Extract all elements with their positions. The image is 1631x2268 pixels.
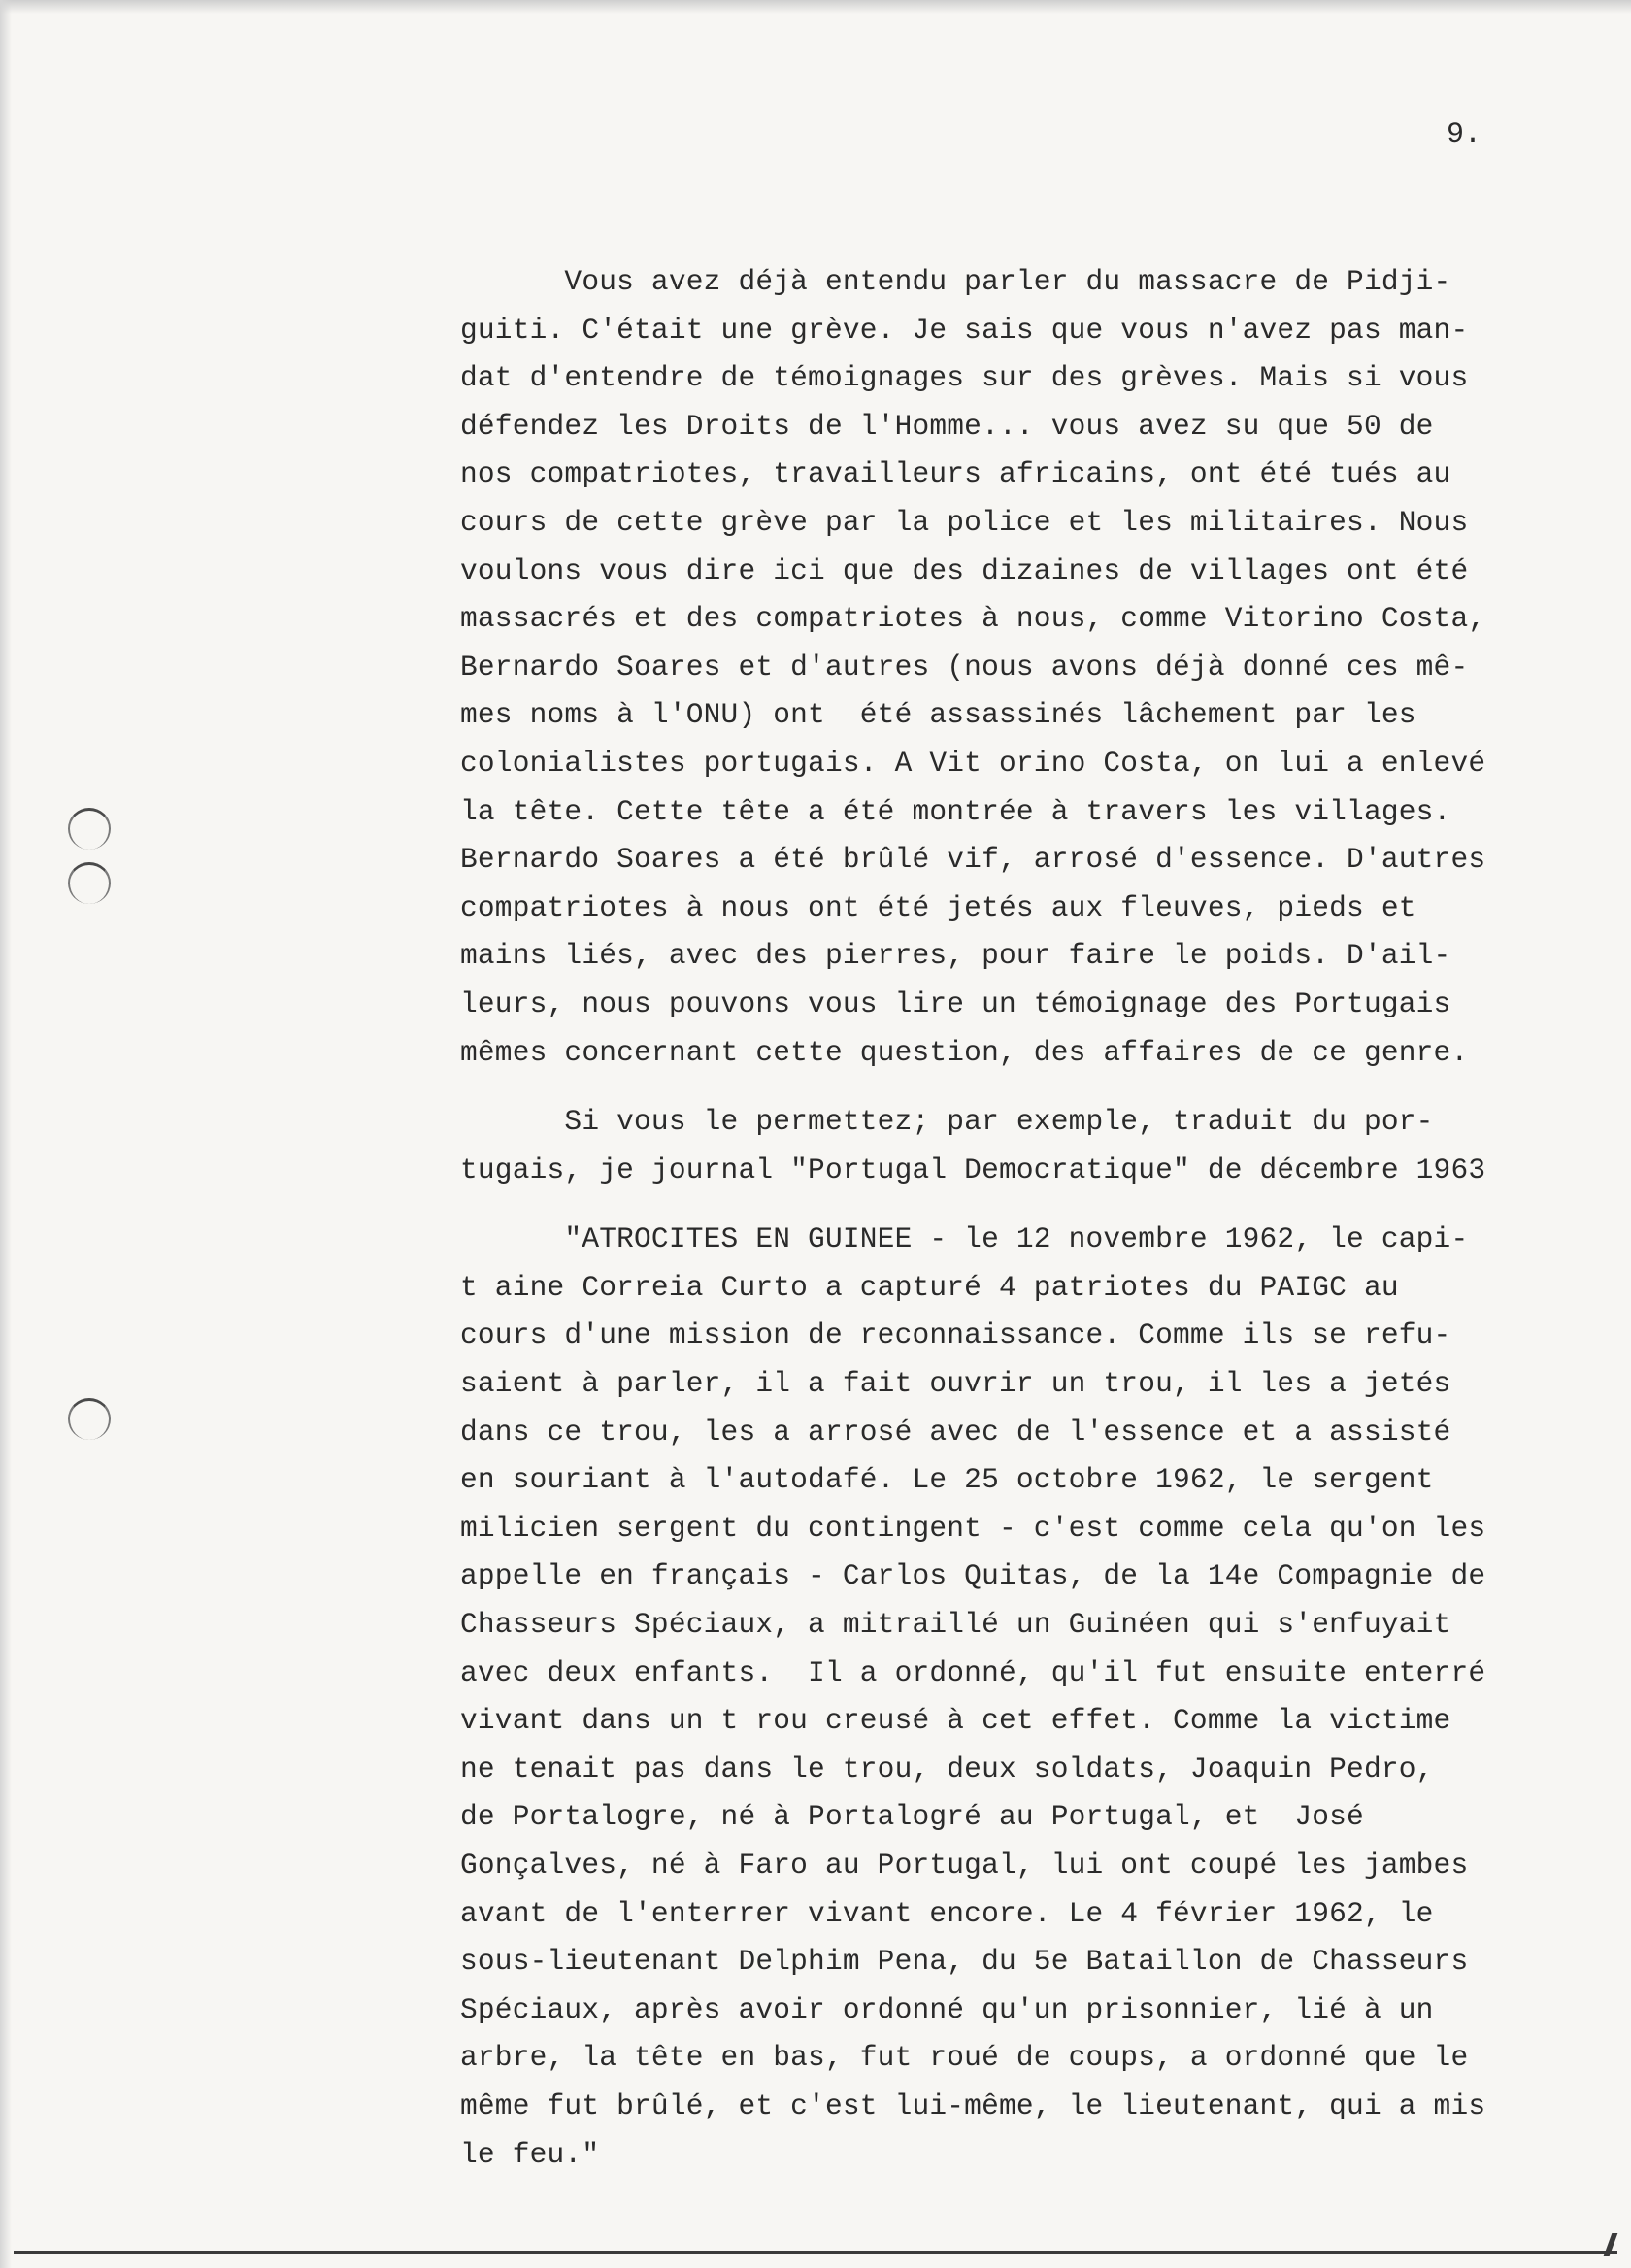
text-line: arbre, la tête en bas, fut roué de coups, a ordonné que le [460,2041,1469,2075]
scan-edge-left [0,0,12,2268]
text-line: mes noms à l'ONU) ont été assassinés lâchement par les [460,698,1416,732]
text-line: "ATROCITES EN GUINEE - le 12 novembre 1962, le capi- [460,1222,1469,1256]
paragraph-gap [460,1194,1606,1216]
text-line: Si vous le permettez; par exemple, traduit du por- [460,1105,1434,1139]
text-line: le feu." [460,2137,600,2171]
text-line: t aine Correia Curto a capturé 4 patriotes du PAIGC au [460,1270,1399,1304]
text-line: appelle en français - Carlos Quitas, de la 14e Compagnie de [460,1559,1486,1593]
text-line: mêmes concernant cette question, des affaires de ce genre. [460,1035,1469,1069]
text-line: cours de cette grève par la police et les militaires. Nous [460,505,1469,539]
page-bottom-border [14,2251,1617,2254]
text-line: mains liés, avec des pierres, pour faire le poids. D'ail- [460,939,1451,973]
text-line: Vous avez déjà entendu parler du massacre de Pidji- [460,265,1451,298]
text-line: voulons vous dire ici que des dizaines de villages ont été [460,553,1469,587]
text-line: de Portalogre, né à Portalogré au Portugal, et José [460,1800,1364,1834]
text-line: saient à parler, il a fait ouvrir un trou, il les a jetés [460,1367,1451,1401]
punch-hole-mark [68,808,111,850]
text-line: nos compatriotes, travailleurs africains, ont été tués au [460,457,1451,491]
text-line: même fut brûlé, et c'est lui-même, le lieutenant, qui a mis [460,2088,1486,2122]
text-line: Spéciaux, après avoir ordonné qu'un prisonnier, lié à un [460,1992,1434,2026]
text-line: vivant dans un t rou creusé à cet effet. Comme la victime [460,1704,1451,1738]
text-line: cours d'une mission de reconnaissance. Comme ils se refu- [460,1318,1451,1352]
text-line: milicien sergent du contingent - c'est comme cela qu'on les [460,1511,1486,1545]
text-line: avec deux enfants. Il a ordonné, qu'il fut ensuite enterré [460,1655,1486,1689]
text-line: la tête. Cette tête a été montrée à travers les villages. [460,794,1451,828]
text-line: leurs, nous pouvons vous lire un témoignage des Portugais [460,986,1451,1020]
paragraph-gap [460,1077,1606,1098]
page-number: 9. [1447,118,1482,151]
punch-hole-mark [68,1398,111,1440]
text-line: Bernardo Soares a été brûlé vif, arrosé d'essence. D'autres [460,843,1486,877]
text-line: massacrés et des compatriotes à nous, comme Vitorino Costa, [460,602,1486,636]
text-line: dat d'entendre de témoignages sur des grèves. Mais si vous [460,361,1469,395]
punch-hole-mark [68,862,111,904]
text-line: compatriotes à nous ont été jetés aux fleuves, pieds et [460,890,1416,924]
text-line: sous-lieutenant Delphim Pena, du 5e Bataillon de Chasseurs [460,1945,1469,1979]
text-line: Bernardo Soares et d'autres (nous avons déjà donné ces mê- [460,650,1469,684]
text-line: ne tenait pas dans le trou, deux soldats, Joaquin Pedro, [460,1751,1434,1785]
text-line: dans ce trou, les a arrosé avec de l'essence et a assisté [460,1415,1451,1449]
text-line: colonialistes portugais. A Vit orino Costa, on lui a enlevé [460,746,1486,780]
text-line: tugais, je journal "Portugal Democratique" de décembre 1963 [460,1152,1486,1186]
text-line: Chasseurs Spéciaux, a mitraillé un Guinéen qui s'enfuyait [460,1608,1451,1642]
scan-edge-top [0,0,1631,14]
text-line: en souriant à l'autodafé. Le 25 octobre 1962, le sergent [460,1463,1434,1497]
typed-text-body [460,258,1606,2179]
text-line: défendez les Droits de l'Homme... vous avez su que 50 de [460,409,1434,443]
text-line: guiti. C'était une grève. Je sais que vous n'avez pas man- [460,313,1469,347]
text-line: Gonçalves, né à Faro au Portugal, lui ont coupé les jambes [460,1849,1469,1882]
text-line: avant de l'enterrer vivant encore. Le 4 février 1962, le [460,1896,1434,1930]
